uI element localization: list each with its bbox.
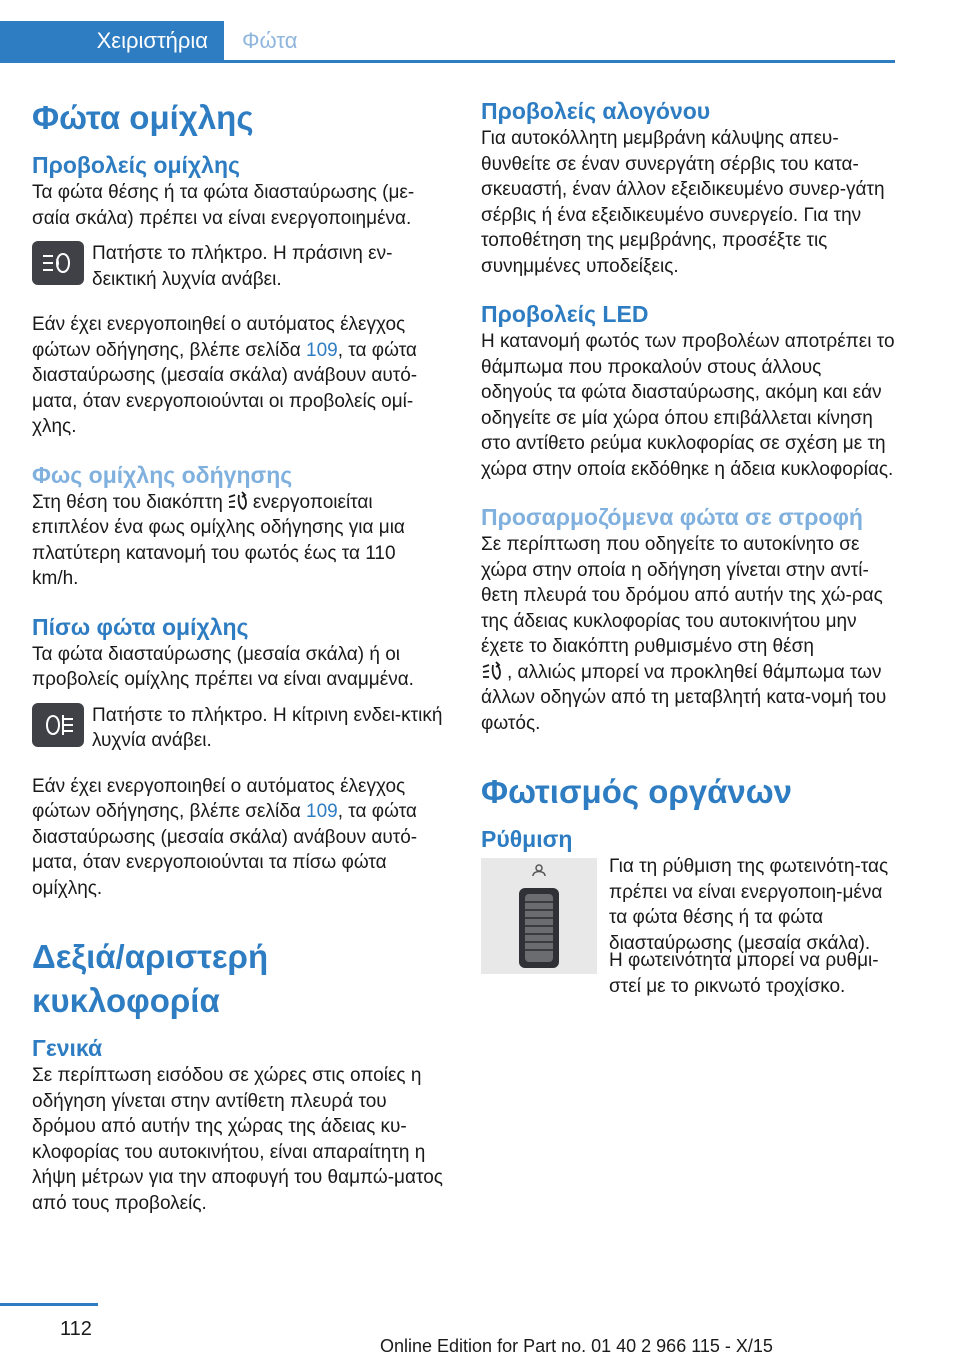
button-instruction: Πατήστε το πλήκτρο. Η πράσινη εν-δεικτική λυχνία ανάβει. xyxy=(92,243,393,290)
text: , τα φώτα διασταύρωσης (μεσαία σκάλα) ανάβουν αυτό-ματα, όταν ενεργοποιούνται οι προβολείς ομί-χλης. xyxy=(32,339,418,437)
front-fog-button-icon xyxy=(32,241,84,285)
rear-fog-button-icon xyxy=(32,703,84,747)
paragraph xyxy=(481,532,896,736)
paragraph xyxy=(32,312,447,440)
heading-led: Προβολείς LED xyxy=(481,301,649,327)
page-number: 112 xyxy=(60,1318,92,1340)
heading-driving-fog: Φως ομίχλης οδήγησης xyxy=(32,461,293,488)
edition-note: Online Edition for Part no. 01 40 2 966 115 - X/15 xyxy=(380,1336,773,1356)
paragraph xyxy=(32,490,447,592)
paragraph: Για τη ρύθμιση της φωτεινότη-τας πρέπει να είναι ενεργοποιη-μένα τα φώτα θέσης ή τα φώτα διασταύρωσης (μεσαία σκάλα). xyxy=(609,856,889,954)
switch-position-icon xyxy=(481,661,503,681)
left-column xyxy=(32,96,447,1236)
heading-traffic: Δεξιά/αριστερή κυκλοφορία xyxy=(32,938,269,1019)
paragraph xyxy=(32,774,447,902)
switch-position-icon xyxy=(227,491,249,511)
heading-front-fog: Προβολείς ομίχλης xyxy=(32,152,240,178)
heading-adjustment: Ρύθμιση xyxy=(481,826,573,852)
heading-halogen: Προβολείς αλογόνου xyxy=(481,98,711,124)
page-link[interactable]: 109 xyxy=(306,339,338,361)
heading-general: Γενικά xyxy=(32,1035,103,1061)
text: Εάν έχει ενεργοποιηθεί ο αυτόματος έλεγχος φώτων οδήγησης, βλέπε σελίδα xyxy=(32,775,406,822)
paragraph: Τα φώτα διασταύρωσης (μεσαία σκάλα) ή οι προβολείς ομίχλης πρέπει να είναι αναμμένα. xyxy=(32,643,414,690)
paragraph: Σε περίπτωση εισόδου σε χώρες στις οποίες η οδήγηση γίνεται στην αντίθετη πλευρά του δρόμου από αυτήν της χώρας της άδειας κυ-κλοφορίας του αυτοκινήτου, είναι απαραίτητη η λήψη μέτρων για την αποφυγή του θαμπώ-ματος από τους προβολείς. xyxy=(32,1065,443,1214)
paragraph: Τα φώτα θέσης ή τα φώτα διασταύρωσης (με-σαία σκάλα) πρέπει να είναι ενεργοποιημένα. xyxy=(32,182,415,229)
text: , τα φώτα διασταύρωσης (μεσαία σκάλα) ανάβουν αυτό-ματα, όταν ενεργοποιούνται τα πίσω φώτα ομίχλης. xyxy=(32,801,418,899)
button-instruction: Πατήστε το πλήκτρο. Η κίτρινη ενδει-κτική λυχνία ανάβει. xyxy=(92,704,443,751)
rear-fog-button-row xyxy=(32,703,447,754)
text: ενεργοποιείται επιπλέον ένα φως ομίχλης οδήγησης για μια πλατύτερη κατανομή του φωτός έως τα 110 km/h. xyxy=(32,491,405,589)
text: Εάν έχει ενεργοποιηθεί ο αυτόματος έλεγχος φώτων οδήγησης, βλέπε σελίδα xyxy=(32,314,406,361)
section-tab-lights[interactable]: Φώτα xyxy=(242,28,298,53)
heading-adaptive: Προσαρμοζόμενα φώτα σε στροφή xyxy=(481,504,863,530)
paragraph: Η φωτεινότητα μπορεί να ρυθμι-στεί με το ρικνωτό τροχίσκο. xyxy=(609,950,879,997)
text: Στη θέση του διακόπτη xyxy=(32,491,223,513)
text: Σε περίπτωση που οδηγείτε το αυτοκίνητο σε χώρα στην οποία η οδήγηση γίνεται στην αντί-θετη πλευρά του δρόμου από αυτήν της χώ-ρας της άδειας κυκλοφορίας του αυτοκινήτου μην έχετε το διακόπτη ρυθμισμένο στη θέση xyxy=(481,534,883,657)
heading-rear-fog: Πίσω φώτα ομίχλης xyxy=(32,613,249,640)
right-column xyxy=(481,96,896,1019)
paragraph: Η κατανομή φωτός των προβολέων αποτρέπει το θάμπωμα που προκαλούν στους άλλους οδηγούς τα φώτα διασταύρωσης, ακόμη και εάν οδηγείτε σε μία χώρα όπου επιβάλλεται κίνηση στο αντίθετο ρεύμα κυκλοφορίας σε σχέση με τη χώρα στην οποία εκδόθηκε η άδεια κυκλοφορίας. xyxy=(481,331,895,480)
paragraph: Για αυτοκόλλητη μεμβράνη κάλυψης απευ-θυνθείτε σε έναν συνεργάτη σέρβις του κατα-σκευαστή, έναν άλλον εξειδικευμένο συνερ-γάτη σέρβις ή ένα εξειδικευμένο συνεργείο. Για την τοποθέτηση της μεμβράνης, προσέξτε τις συνημμένες υποδείξεις. xyxy=(481,128,885,277)
page-link[interactable]: 109 xyxy=(306,801,338,822)
footer-divider xyxy=(0,1303,98,1306)
header-divider xyxy=(0,60,895,63)
fog-button-row xyxy=(32,241,447,292)
heading-instrument-lighting: Φωτισμός οργάνων xyxy=(481,773,792,810)
page-header xyxy=(0,0,960,62)
section-tab-controls[interactable]: Χειριστήρια xyxy=(0,21,224,61)
thumbwheel-icon xyxy=(481,858,597,974)
text: , αλλιώς μπορεί να προκληθεί θάμπωμα των άλλων οδηγών από τη μεταβλητή κατα-νομή του φωτός. xyxy=(481,661,887,734)
heading-fog-lights: Φώτα ομίχλης xyxy=(32,99,254,136)
